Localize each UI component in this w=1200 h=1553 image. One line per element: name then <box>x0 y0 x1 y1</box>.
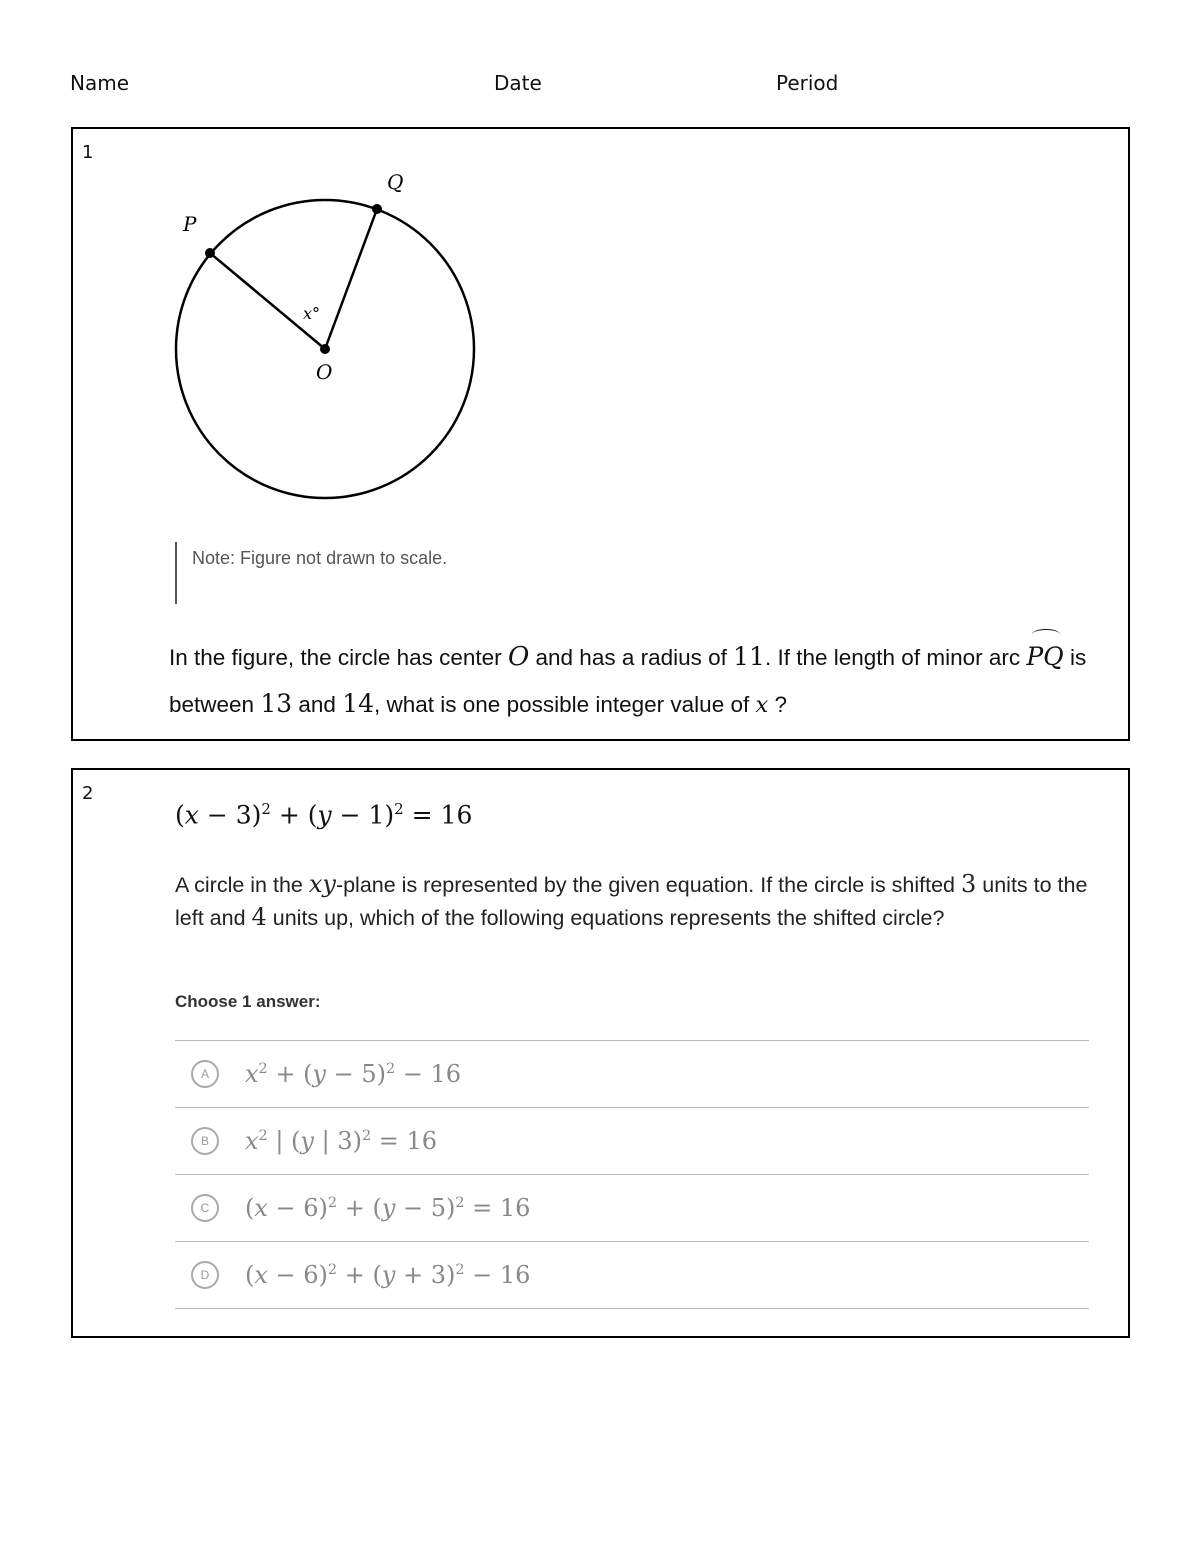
point-p-dot <box>205 248 215 258</box>
q2-text-part: -plane is represented by the given equation. If the circle is shifted <box>335 873 961 897</box>
q1-low: 13 <box>260 689 293 718</box>
q2-plane: xy <box>308 870 336 898</box>
choice-a[interactable] <box>175 1040 1089 1107</box>
given-equation: $(x - 3)^2 + (y - 1)^2 = 16$ <box>175 800 473 830</box>
question-1-text <box>169 634 1119 728</box>
q1-var: x <box>755 692 769 718</box>
date-label: Date <box>494 71 542 95</box>
q1-arc-name: PQ <box>1026 634 1063 680</box>
name-label: Name <box>70 71 130 95</box>
q1-text-part: , what is one possible integer value of <box>374 692 756 717</box>
q2-shift-left: 3 <box>961 870 977 898</box>
q2-shift-up: 4 <box>251 903 267 931</box>
q1-radius: 11 <box>733 642 765 671</box>
q1-center-var: O <box>507 642 530 672</box>
choice-b[interactable] <box>175 1107 1089 1174</box>
choice-a-equation: $x^2 + (y - 5)^2 - 16$ <box>245 1060 462 1088</box>
question-1-box <box>71 127 1130 741</box>
question-2-text <box>175 868 1105 934</box>
label-q: Q <box>387 170 404 194</box>
question-number: 1 <box>82 142 94 163</box>
q1-text-part: and <box>292 692 343 717</box>
q2-text-part: units up, which of the following equations represents the shifted circle? <box>266 906 945 930</box>
label-o: O <box>316 360 333 384</box>
q2-text-part: A circle in the <box>175 873 309 897</box>
choice-b-equation: $x^2$ | (y | 3)$^2$ = 16 <box>245 1127 438 1155</box>
choose-label: Choose 1 answer: <box>175 992 321 1011</box>
choice-d-equation: $(x - 6)^2 + (y + 3)^2 - 16$ <box>245 1261 531 1289</box>
choice-c[interactable] <box>175 1174 1089 1241</box>
q1-text-part: is between <box>169 645 1087 717</box>
radius-op <box>210 253 325 349</box>
radio-a-icon[interactable]: A <box>191 1060 219 1088</box>
question-2-box <box>71 768 1130 1338</box>
q1-text-part: . If the length of minor arc <box>764 645 1027 670</box>
choice-c-equation: $(x - 6)^2 + (y - 5)^2 = 16$ <box>245 1194 531 1222</box>
q1-high: 14 <box>342 689 374 718</box>
period-label: Period <box>776 71 839 95</box>
choice-d[interactable] <box>175 1241 1089 1309</box>
q1-text-part: and has a radius of <box>529 645 734 670</box>
radius-oq <box>325 209 377 349</box>
q1-text-part: In the figure, the circle has center <box>169 645 508 670</box>
figure-note: Note: Figure not drawn to scale. <box>175 542 452 604</box>
circle-figure <box>163 167 503 527</box>
radio-d-icon[interactable]: D <box>191 1261 219 1289</box>
radio-b-icon[interactable]: B <box>191 1127 219 1155</box>
label-angle: x° <box>303 304 321 323</box>
q2-text-part: units to the left and <box>175 873 1088 930</box>
label-p: P <box>183 212 197 236</box>
point-q-dot <box>372 204 382 214</box>
q1-text-part: ? <box>768 692 787 717</box>
center-dot <box>320 344 330 354</box>
question-number: 2 <box>82 783 94 804</box>
answer-choices <box>175 1040 1089 1309</box>
radio-c-icon[interactable]: C <box>191 1194 219 1222</box>
